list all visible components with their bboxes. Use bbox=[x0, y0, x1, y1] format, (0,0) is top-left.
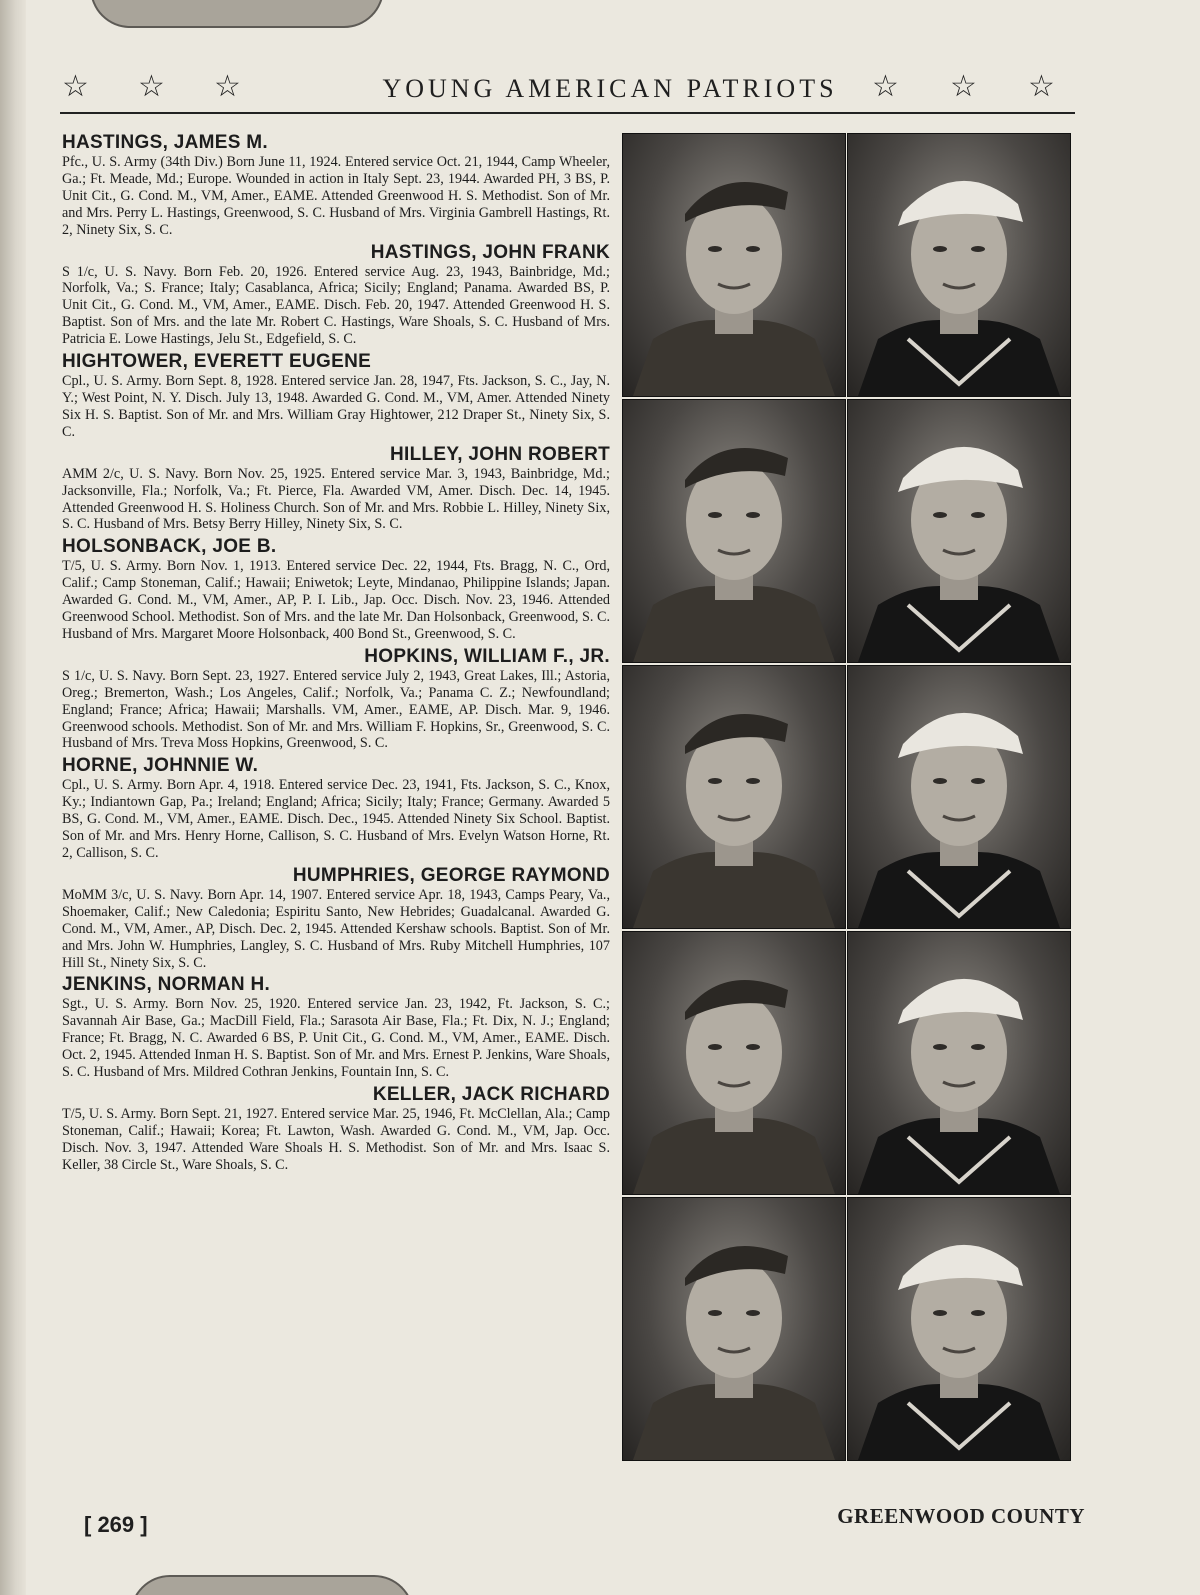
biography-entry bbox=[62, 865, 610, 972]
biography-entry bbox=[62, 974, 610, 1081]
biography-entry bbox=[62, 351, 610, 441]
county-name: GREENWOOD COUNTY bbox=[837, 1504, 1085, 1528]
entry-text: Sgt., U. S. Army. Born Nov. 25, 1920. Entered service Jan. 23, 1942, Ft. Jackson, S. C.; Savannah Air Base, Ga.; MacDill Field, Fla.; Sarasota Air Base, Fla.; Ft. Dix, N. J.; England; France; Ft. Bragg, N. C. Awarded 6 BS, P. Unit Cit., G. Cond. M., VM, Amer., EAME. Disch. Oct. 2, 1945. Attended Inman H. S. Baptist. Son of Mr. and Mrs. Ernest P. Jenkins, Ware Shoals, S. C. Husband of Mrs. Mildred Cothran Jenkins, Fountain Inn, S. C. bbox=[62, 996, 610, 1081]
page-header bbox=[60, 68, 1075, 114]
biography-entry bbox=[62, 646, 610, 753]
binder-tab-top bbox=[90, 0, 384, 28]
entry-name: HOLSONBACK, JOE B. bbox=[62, 536, 277, 558]
biography-entry bbox=[62, 444, 610, 534]
portrait-photo bbox=[847, 1197, 1071, 1461]
star-icon: ☆ bbox=[138, 69, 165, 104]
biography-entry bbox=[62, 536, 610, 643]
biography-column bbox=[62, 132, 610, 1482]
page-number: [ 269 ] bbox=[84, 1512, 148, 1537]
portrait-photo bbox=[622, 665, 846, 929]
biography-entry bbox=[62, 1084, 610, 1174]
entry-text: Cpl., U. S. Army. Born Sept. 8, 1928. Entered service Jan. 28, 1947, Fts. Jackson, S. C., Jay, N. Y.; West Point, N. Y. Disch. July 13, 1948. Awarded G. Cond. M., VM, Amer. Attended Ninety Six H. S. Baptist. Son of Mr. and Mrs. William Gray Hightower, 212 Draper St., Ninety Six, S. C. bbox=[62, 373, 610, 440]
entry-name: HIGHTOWER, EVERETT EUGENE bbox=[62, 351, 372, 373]
portrait-photo bbox=[622, 399, 846, 663]
entry-text: S 1/c, U. S. Navy. Born Feb. 20, 1926. Entered service Aug. 23, 1943, Bainbridge, Md.; Norfolk, Va.; S. France; Italy; Casablanca, Africa; Sicily; England; Panama. Awarded BS, P. Unit Cit., G. Cond. M., VM, Amer., EAME. Disch. Feb. 20, 1947. Attended Greenwood H. S. Baptist. Son of Mrs. and the late Mr. Robert C. Hastings, Ware Shoals, S. C. Husband of Mrs. Patricia E. Lowe Hastings, Jelu St., Edgefield, S. C. bbox=[62, 263, 610, 348]
entry-text: T/5, U. S. Army. Born Nov. 1, 1913. Entered service Dec. 22, 1944, Fts. Bragg, N. C., Ord, Calif.; Camp Stoneman, Calif.; Hawaii; Eniwetok; Leyte, Mindanao, Philippine Islands; Japan. Awarded G. Cond. M., VM, Amer., AP, P. I. Lib., Jap. Occ. Disch. Nov. 23, 1946. Attended Greenwood School. Methodist. Son of Mrs. and the late Mr. Dan Holsonback, Greenwood, S. C. Husband of Mrs. Margaret Moore Holsonback, 400 Bond St., Greenwood, S. C. bbox=[62, 558, 610, 642]
biography-entry bbox=[62, 755, 610, 862]
portrait-grid bbox=[622, 133, 1082, 1463]
entry-text: S 1/c, U. S. Navy. Born Sept. 23, 1927. Entered service July 2, 1943, Great Lakes, Ill.; Astoria, Oreg.; Bremerton, Wash.; Los Angeles, Calif.; Norfolk, Va.; Panama C. Z.; Newfoundland; England; France; Africa; Hawaii; Marshalls. VM, Amer., EAME, AP. Disch. Mar. 9, 1946. Greenwood schools. Methodist. Son of Mr. and Mrs. William F. Hopkins, Sr., Greenwood, S. C. Husband of Mrs. Treva Moss Hopkins, Greenwood, S. C. bbox=[62, 667, 610, 752]
entry-name: KELLER, JACK RICHARD bbox=[372, 1083, 610, 1105]
entry-text: T/5, U. S. Army. Born Sept. 21, 1927. Entered service Mar. 25, 1946, Ft. McClellan, Ala.; Camp Stoneman, Calif.; Hawaii; Korea; Ft. Lawton, Wash. Awarded G. Cond. M., VM, Jap. Occ. Disch. Nov. 3, 1947. Attended Ware Shoals H. S. Methodist. Son of Mr. and Mrs. Isaac S. Keller, 38 Circle St., Ware Shoals, S. C. bbox=[62, 1105, 610, 1173]
binder-tab-bottom bbox=[130, 1575, 414, 1595]
entry-text: Pfc., U. S. Army (34th Div.) Born June 11, 1924. Entered service Oct. 21, 1944, Camp Wheeler, Ga.; Ft. Meade, Md.; Europe. Wounded in action in Italy Sept. 23, 1944. Awarded PH, 3 BS, P. Unit Cit., G. Cond. M., VM, Amer., EAME. Attended Greenwood H. S. Methodist. Son of Mr. and Mrs. Perry L. Hastings, Greenwood, S. C. Husband of Mrs. Virginia Gambrell Hastings, Rt. 2, Ninety Six, S. C. bbox=[62, 154, 610, 238]
entry-text: AMM 2/c, U. S. Navy. Born Nov. 25, 1925. Entered service Mar. 3, 1943, Bainbridge, Md.; Jacksonville, Fla.; Norfolk, Va.; Ft. Pierce, Fla. Awarded VM, Amer. Disch. Dec. 14, 1945. Attended Greenwood H. S. Holiness Church. Son of Mr. and Mrs. Robbie L. Hilley, Ninety Six, S. C. Husband of Mrs. Betsy Berry Hilley, Ninety Six, S. C. bbox=[62, 465, 610, 533]
entry-name: HASTINGS, JOHN FRANK bbox=[370, 241, 610, 263]
star-icon: ☆ bbox=[214, 69, 241, 104]
portrait-photo bbox=[847, 133, 1071, 397]
portrait-photo bbox=[622, 133, 846, 397]
entry-name: HORNE, JOHNNIE W. bbox=[62, 755, 259, 777]
entry-name: HOPKINS, WILLIAM F., JR. bbox=[364, 645, 610, 667]
page-title: YOUNG AMERICAN PATRIOTS bbox=[382, 74, 838, 103]
entry-text: Cpl., U. S. Army. Born Apr. 4, 1918. Entered service Dec. 23, 1941, Fts. Jackson, S. C., Knox, Ky.; Indiantown Gap, Pa.; Ireland; England; Africa; Sicily; Italy; France; Germany. Awarded 5 BS, G. Cond. M., VM, Amer., EAME. Disch. Dec., 1945. Attended Ninety Six School. Baptist. Son of Mr. and Mrs. Henry Horne, Callison, S. C. Husband of Mrs. Evelyn Watson Horne, Rt. 2, Callison, S. C. bbox=[62, 777, 610, 861]
biography-entry bbox=[62, 132, 610, 239]
portrait-photo bbox=[622, 1197, 846, 1461]
portrait-photo bbox=[622, 931, 846, 1195]
entry-name: HUMPHRIES, GEORGE RAYMOND bbox=[292, 864, 610, 886]
star-icon: ☆ bbox=[62, 69, 89, 104]
star-icon: ☆ bbox=[950, 69, 977, 104]
binding-gutter bbox=[0, 0, 26, 1595]
entry-name: JENKINS, NORMAN H. bbox=[62, 974, 271, 996]
portrait-photo bbox=[847, 399, 1071, 663]
entry-text: MoMM 3/c, U. S. Navy. Born Apr. 14, 1907. Entered service Apr. 18, 1943, Camps Peary, Va., Shoemaker, Calif.; New Caledonia; Espiritu Santo, New Hebrides; Guadalcanal. Awarded G. Cond. M., VM, Amer., AP, Disch. Dec. 2, 1945. Attended Kershaw schools. Baptist. Son of Mr. and Mrs. John W. Humphries, Langley, S. C. Husband of Mrs. Ruby Mitchell Humphries, 107 Hill St., Ninety Six, S. C. bbox=[62, 886, 610, 971]
star-icon: ☆ bbox=[1028, 69, 1055, 104]
portrait-photo bbox=[847, 665, 1071, 929]
star-icon: ☆ bbox=[872, 69, 899, 104]
portrait-photo bbox=[847, 931, 1071, 1195]
entry-name: HASTINGS, JAMES M. bbox=[62, 132, 268, 153]
biography-entry bbox=[62, 242, 610, 349]
entry-name: HILLEY, JOHN ROBERT bbox=[390, 443, 610, 465]
